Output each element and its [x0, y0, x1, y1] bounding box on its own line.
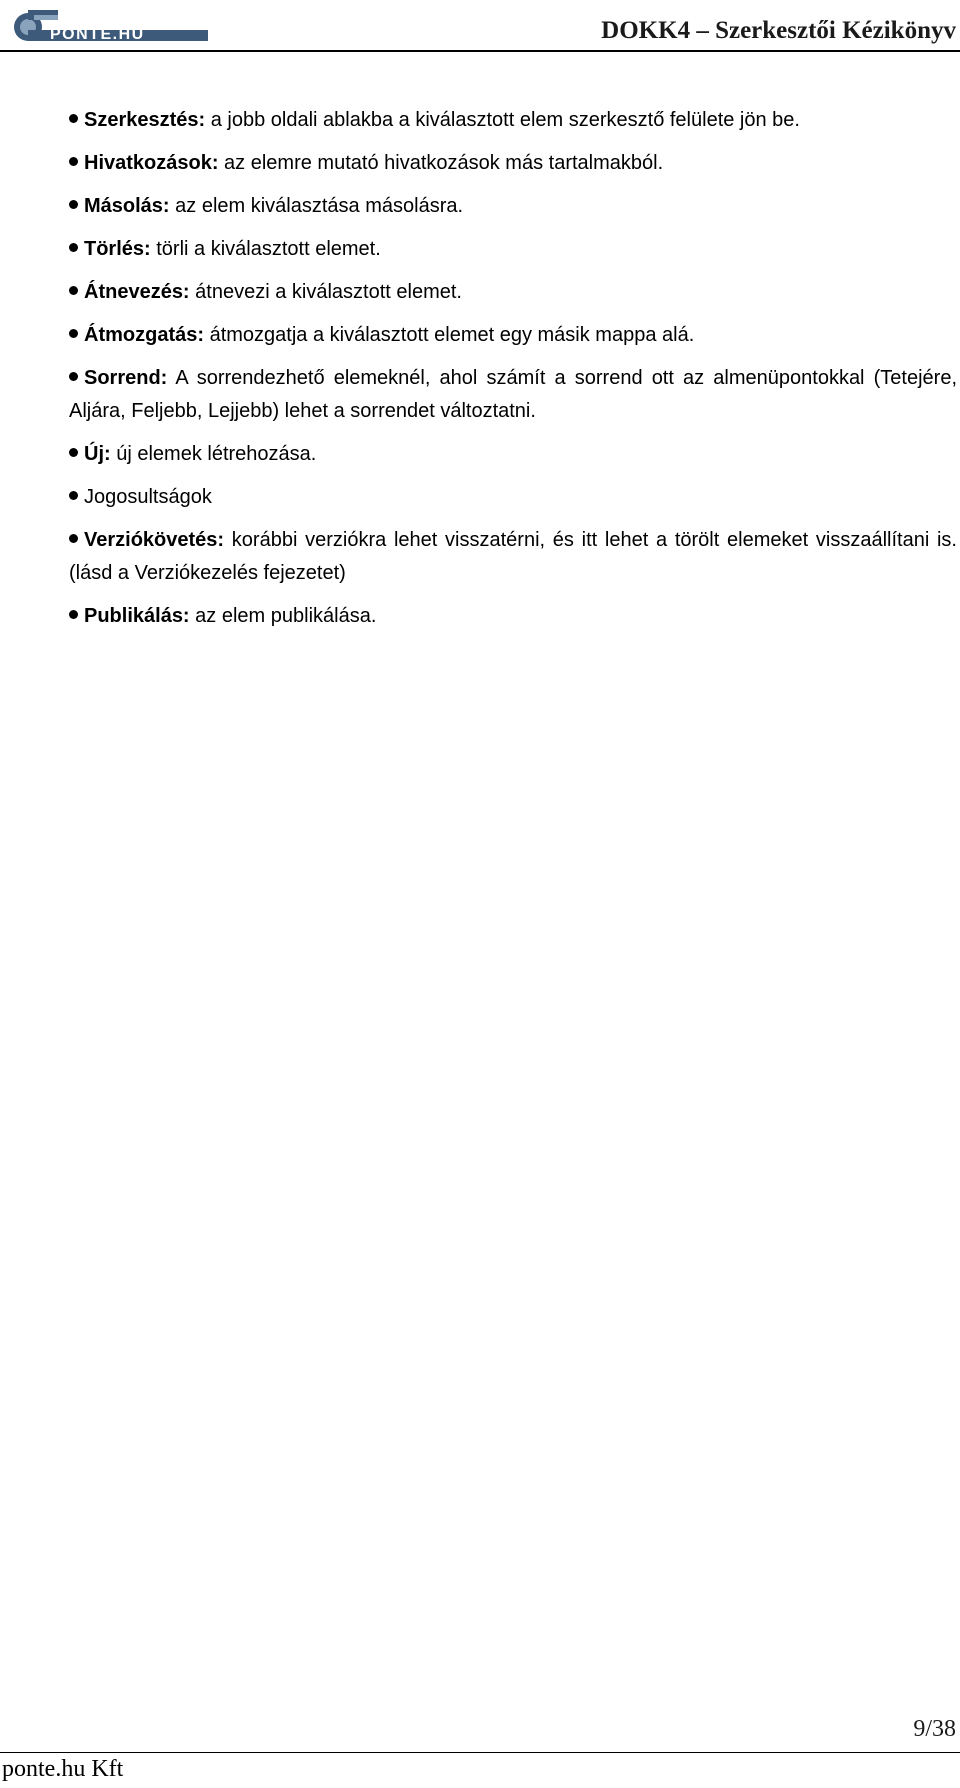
bullet-icon — [69, 114, 78, 123]
footer-divider — [0, 1752, 960, 1753]
item-text: az elem kiválasztása másolásra. — [169, 195, 464, 217]
bullet-icon — [69, 286, 78, 295]
bullet-icon — [69, 157, 78, 166]
bullet-icon — [69, 200, 78, 209]
item-term: Sorrend: — [84, 367, 168, 389]
item-text: A sorrendezhető elemeknél, ahol számít a sorrend ott az almenüpontokkal (Tetejére, Aljára, Feljebb, Lejjebb) lehet a sorrendet változtatni. — [69, 367, 957, 422]
bullet-icon — [69, 491, 78, 500]
bullet-list — [69, 104, 957, 643]
item-text: átnevezi a kiválasztott elemet. — [189, 281, 462, 303]
item-text: korábbi verziókra lehet visszatérni, és itt lehet a törölt elemeket visszaállítani is. (lásd a Verziókezelés fejezetet) — [69, 529, 957, 584]
item-text: a jobb oldali ablakba a kiválasztott elem szerkesztő felülete jön be. — [205, 109, 800, 131]
item-text: törli a kiválasztott elemet. — [150, 238, 381, 260]
document-title: DOKK4 – Szerkesztői Kézikönyv — [601, 17, 956, 44]
page-number: 9/38 — [913, 1716, 956, 1742]
item-term: Törlés: — [84, 238, 151, 260]
page-footer — [0, 1716, 960, 1788]
bullet-icon — [69, 610, 78, 619]
list-item — [69, 524, 957, 590]
item-term: Szerkesztés: — [84, 109, 206, 131]
list-item — [69, 438, 957, 471]
item-term: Új: — [84, 443, 111, 465]
bullet-icon — [69, 329, 78, 338]
item-text: átmozgatja a kiválasztott elemet egy másik mappa alá. — [204, 324, 695, 346]
item-term: Publikálás: — [84, 605, 190, 627]
list-item — [69, 190, 957, 223]
item-term: Verziókövetés: — [84, 529, 225, 551]
item-text: új elemek létrehozása. — [110, 443, 317, 465]
list-item — [69, 319, 957, 352]
list-item — [69, 276, 957, 309]
company-name: ponte.hu Kft — [2, 1756, 124, 1782]
item-term: Átnevezés: — [84, 281, 190, 303]
bullet-icon — [69, 372, 78, 381]
item-term: Átmozgatás: — [84, 324, 205, 346]
bullet-icon — [69, 534, 78, 543]
item-text: az elemre mutató hivatkozások más tartalmakból. — [218, 152, 664, 174]
item-text: az elem publikálása. — [189, 605, 377, 627]
list-item — [69, 600, 957, 633]
page-header — [0, 0, 960, 52]
item-term: Hivatkozások: — [84, 152, 219, 174]
list-item — [69, 104, 957, 137]
list-item — [69, 147, 957, 180]
ponte-logo — [10, 6, 210, 46]
list-item — [69, 362, 957, 428]
list-item — [69, 481, 957, 514]
item-text: Jogosultságok — [84, 486, 212, 508]
bullet-icon — [69, 243, 78, 252]
item-term: Másolás: — [84, 195, 170, 217]
bullet-icon — [69, 448, 78, 457]
logo-text: PONTE.HU — [50, 26, 145, 43]
list-item — [69, 233, 957, 266]
